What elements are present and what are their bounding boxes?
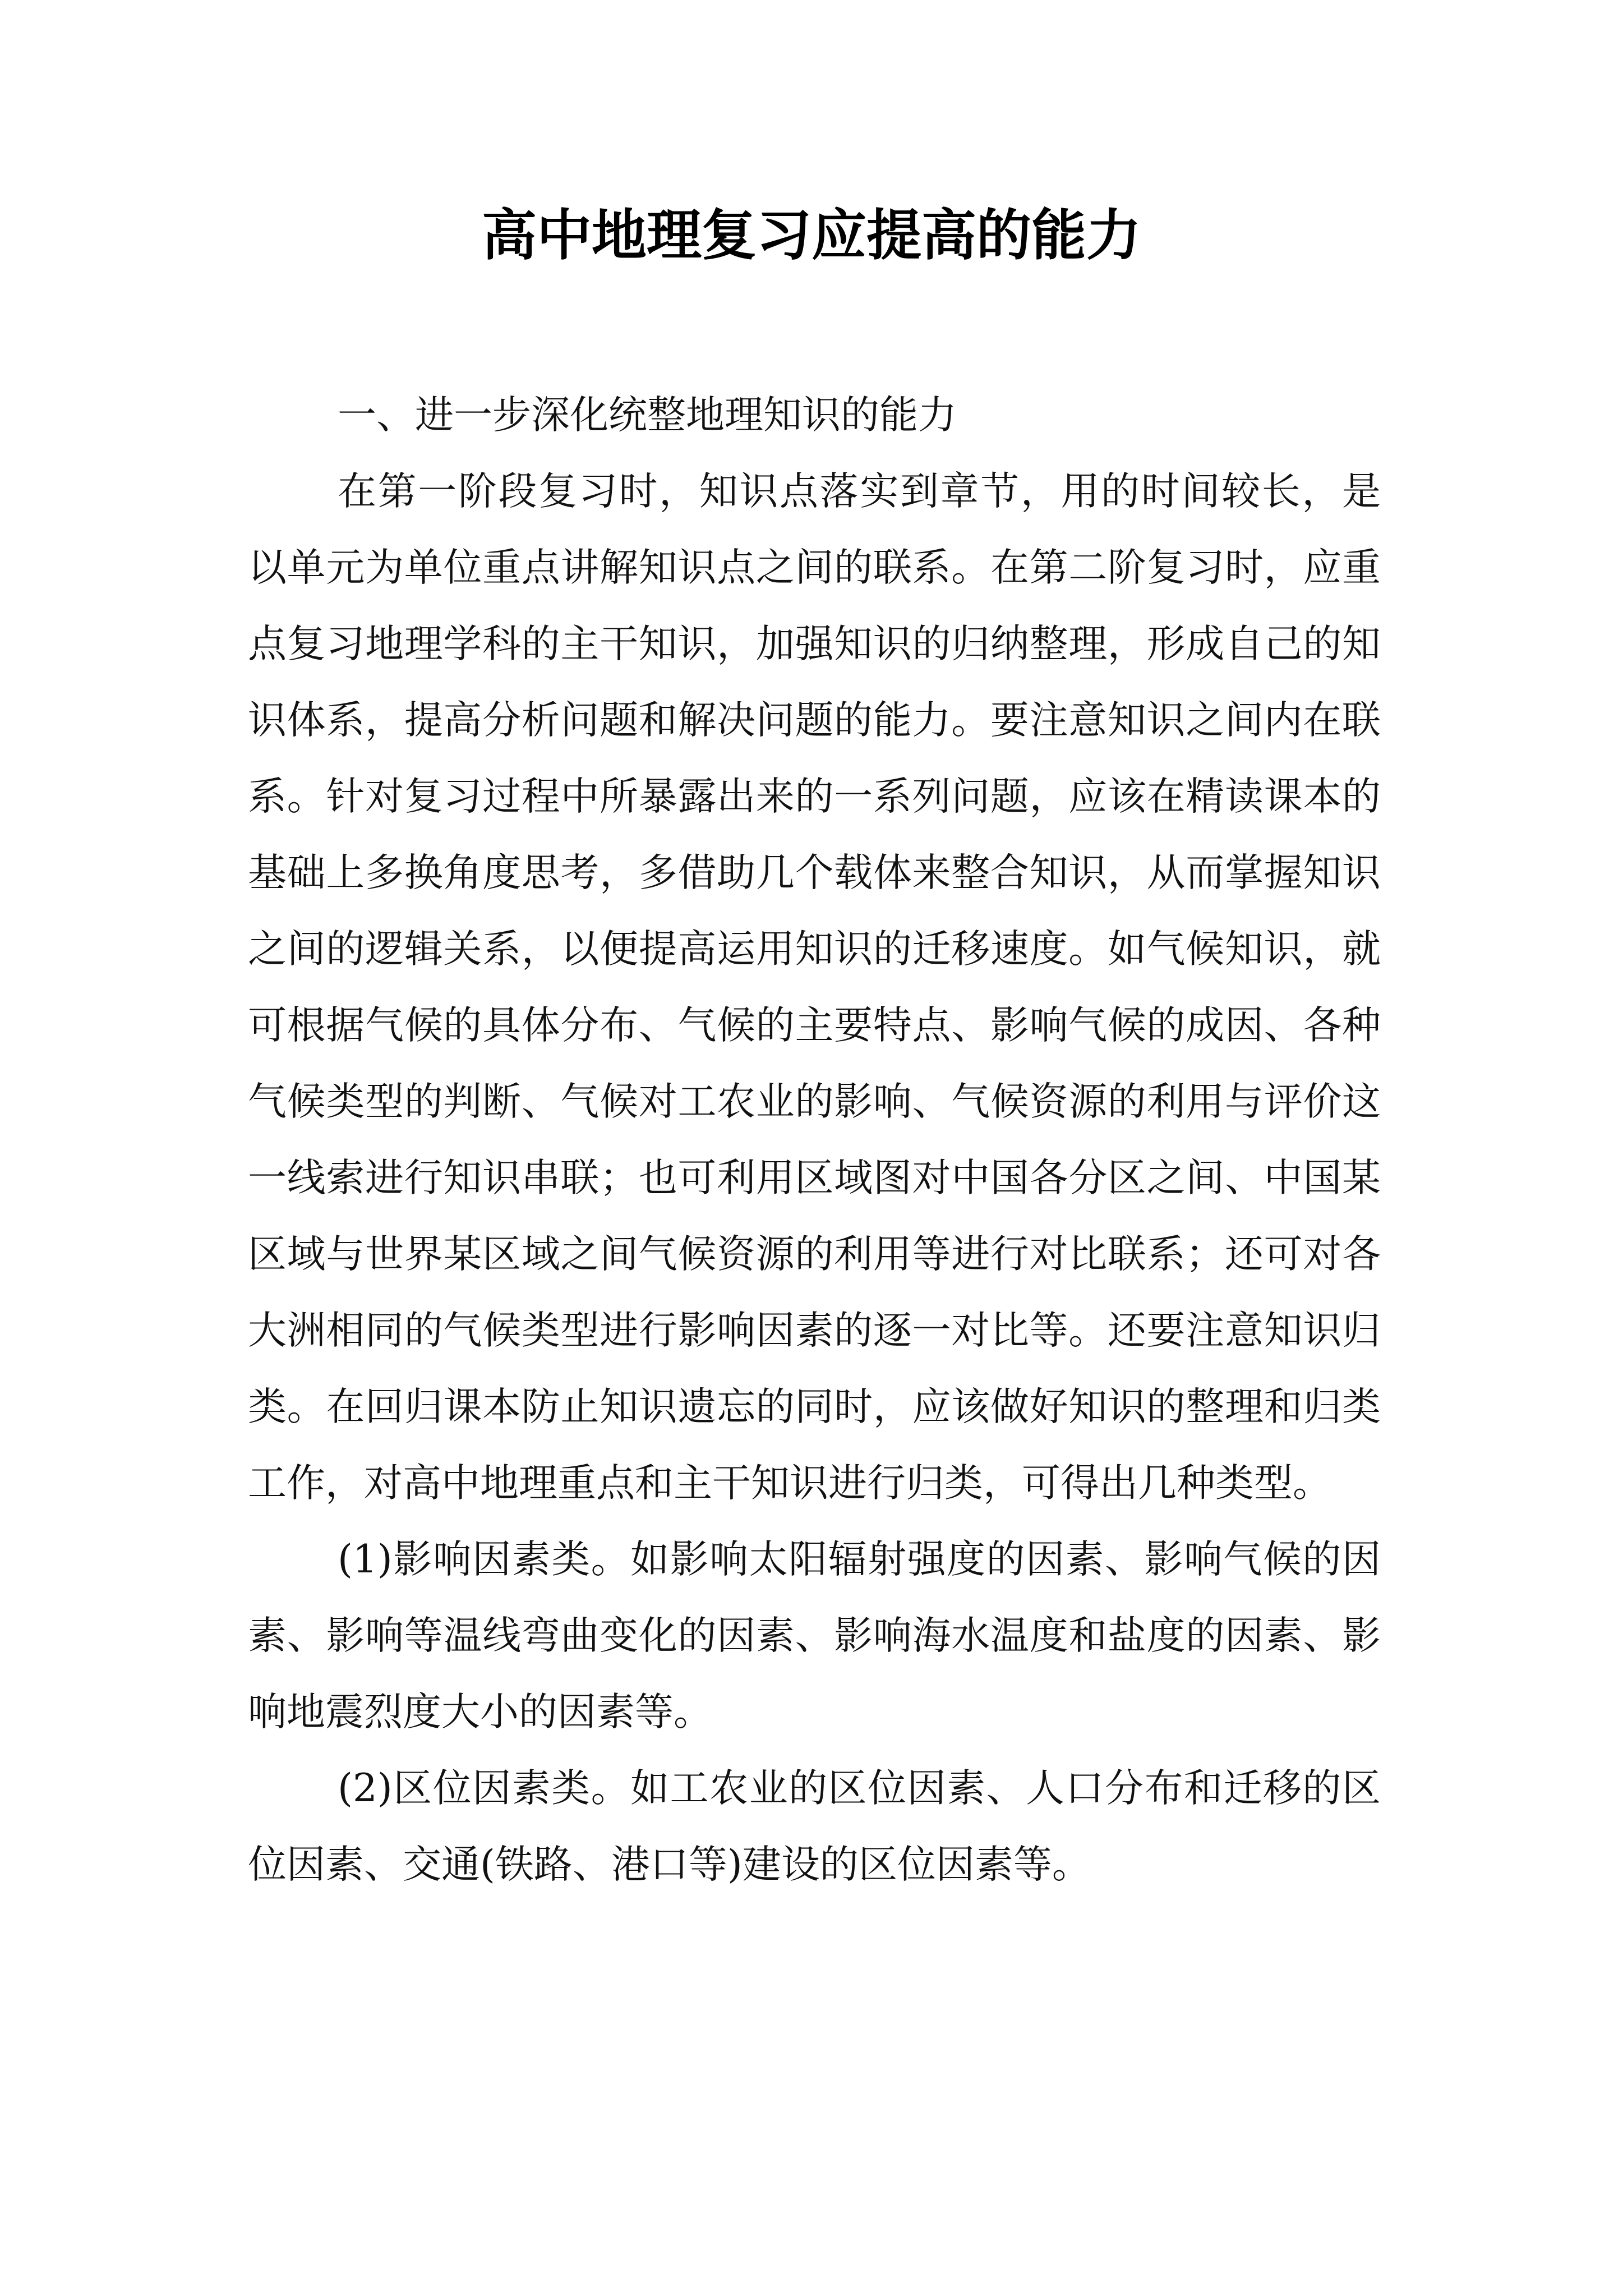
paragraph: (1)影响因素类。如影响太阳辐射强度的因素、影响气候的因素、影响等温线弯曲变化的因素、影响海水温度和盐度的因素、影响地震烈度大小的因素等。 — [248, 1537, 1381, 1734]
paragraph: 在第一阶段复习时，知识点落实到章节，用的时间较长，是以单元为单位重点讲解知识点之间的联系。在第二阶复习时，应重点复习地理学科的主干知识，加强知识的归纳整理，形成自己的知识体系，提高分析问题和解决问题的能力。要注意知识之间内在联系。针对复习过程中所暴露出来的一系列问题，应该在精读课本的基础上多换角度思考，多借助几个载体来整合知识，从而掌握知识之间的逻辑关系，以便提高运用知识的迁移速度。如气候知识，就可根据气候的具体分布、气候的主要特点、影响气候的成因、各种气候类型的判断、气候对工农业的影响、气候资源的利用与评价这一线索进行知识串联；也可利用区域图对中国各分区之间、中国某区域与世界某区域之间气候资源的利用等进行对比联系；还可对各大洲相同的气候类型进行影响因素的逐一对比等。还要注意知识归类。在回归课本防止知识遗忘的同时，应该做好知识的整理和归类工作，对高中地理重点和主干知识进行归类，可得出几种类型。 — [248, 469, 1381, 1506]
document-body — [248, 377, 1381, 1903]
paragraph: (2)区位因素类。如工农业的区位因素、人口分布和迁移的区位因素、交通(铁路、港口等)建设的区位因素等。 — [248, 1766, 1381, 1887]
section-heading: 一、进一步深化统整地理知识的能力 — [338, 393, 957, 438]
document-title: 高中地理复习应提高的能力 — [481, 203, 1141, 268]
